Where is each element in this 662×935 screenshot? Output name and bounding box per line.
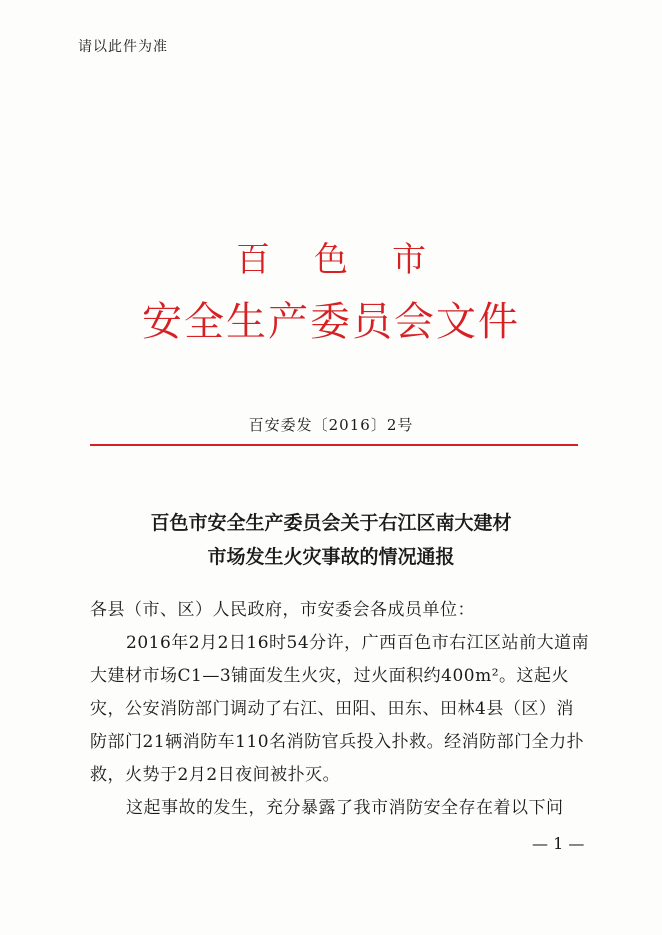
notice-title-line2: 市场发生火灾事故的情况通报 [207, 546, 455, 568]
notice-title-line1: 百色市安全生产委员会关于右江区南大建材 [150, 512, 512, 534]
top-note: 请以此件为准 [78, 39, 168, 55]
doc-number: 百安委发〔2016〕2号 [248, 416, 414, 434]
paragraph-2: 这起事故的发生，充分暴露了我市消防安全存在着以下问 [126, 798, 564, 818]
paragraph-1: 2016年2月2日16时54分许，广西百色市右江区站前大道南大建材市场C1—3铺面发生火灾，过火面积约400m²。这起火灾，公安消防部门调动了右江、田阳、田东、田林4县（区）消防部门21辆消防车110名消防官兵投入扑救。经消防部门全力扑救，火势于2月2日夜间被扑灭。 [90, 633, 590, 785]
body-text [90, 594, 590, 825]
salutation: 各县（市、区）人民政府，市安委会各成员单位： [90, 600, 475, 620]
header-title: 安全生产委员会文件 [142, 299, 520, 345]
red-divider [90, 444, 578, 446]
header-city: 百色市 [236, 240, 470, 280]
notice-title [0, 506, 662, 574]
page-number: — 1 — [532, 834, 585, 853]
